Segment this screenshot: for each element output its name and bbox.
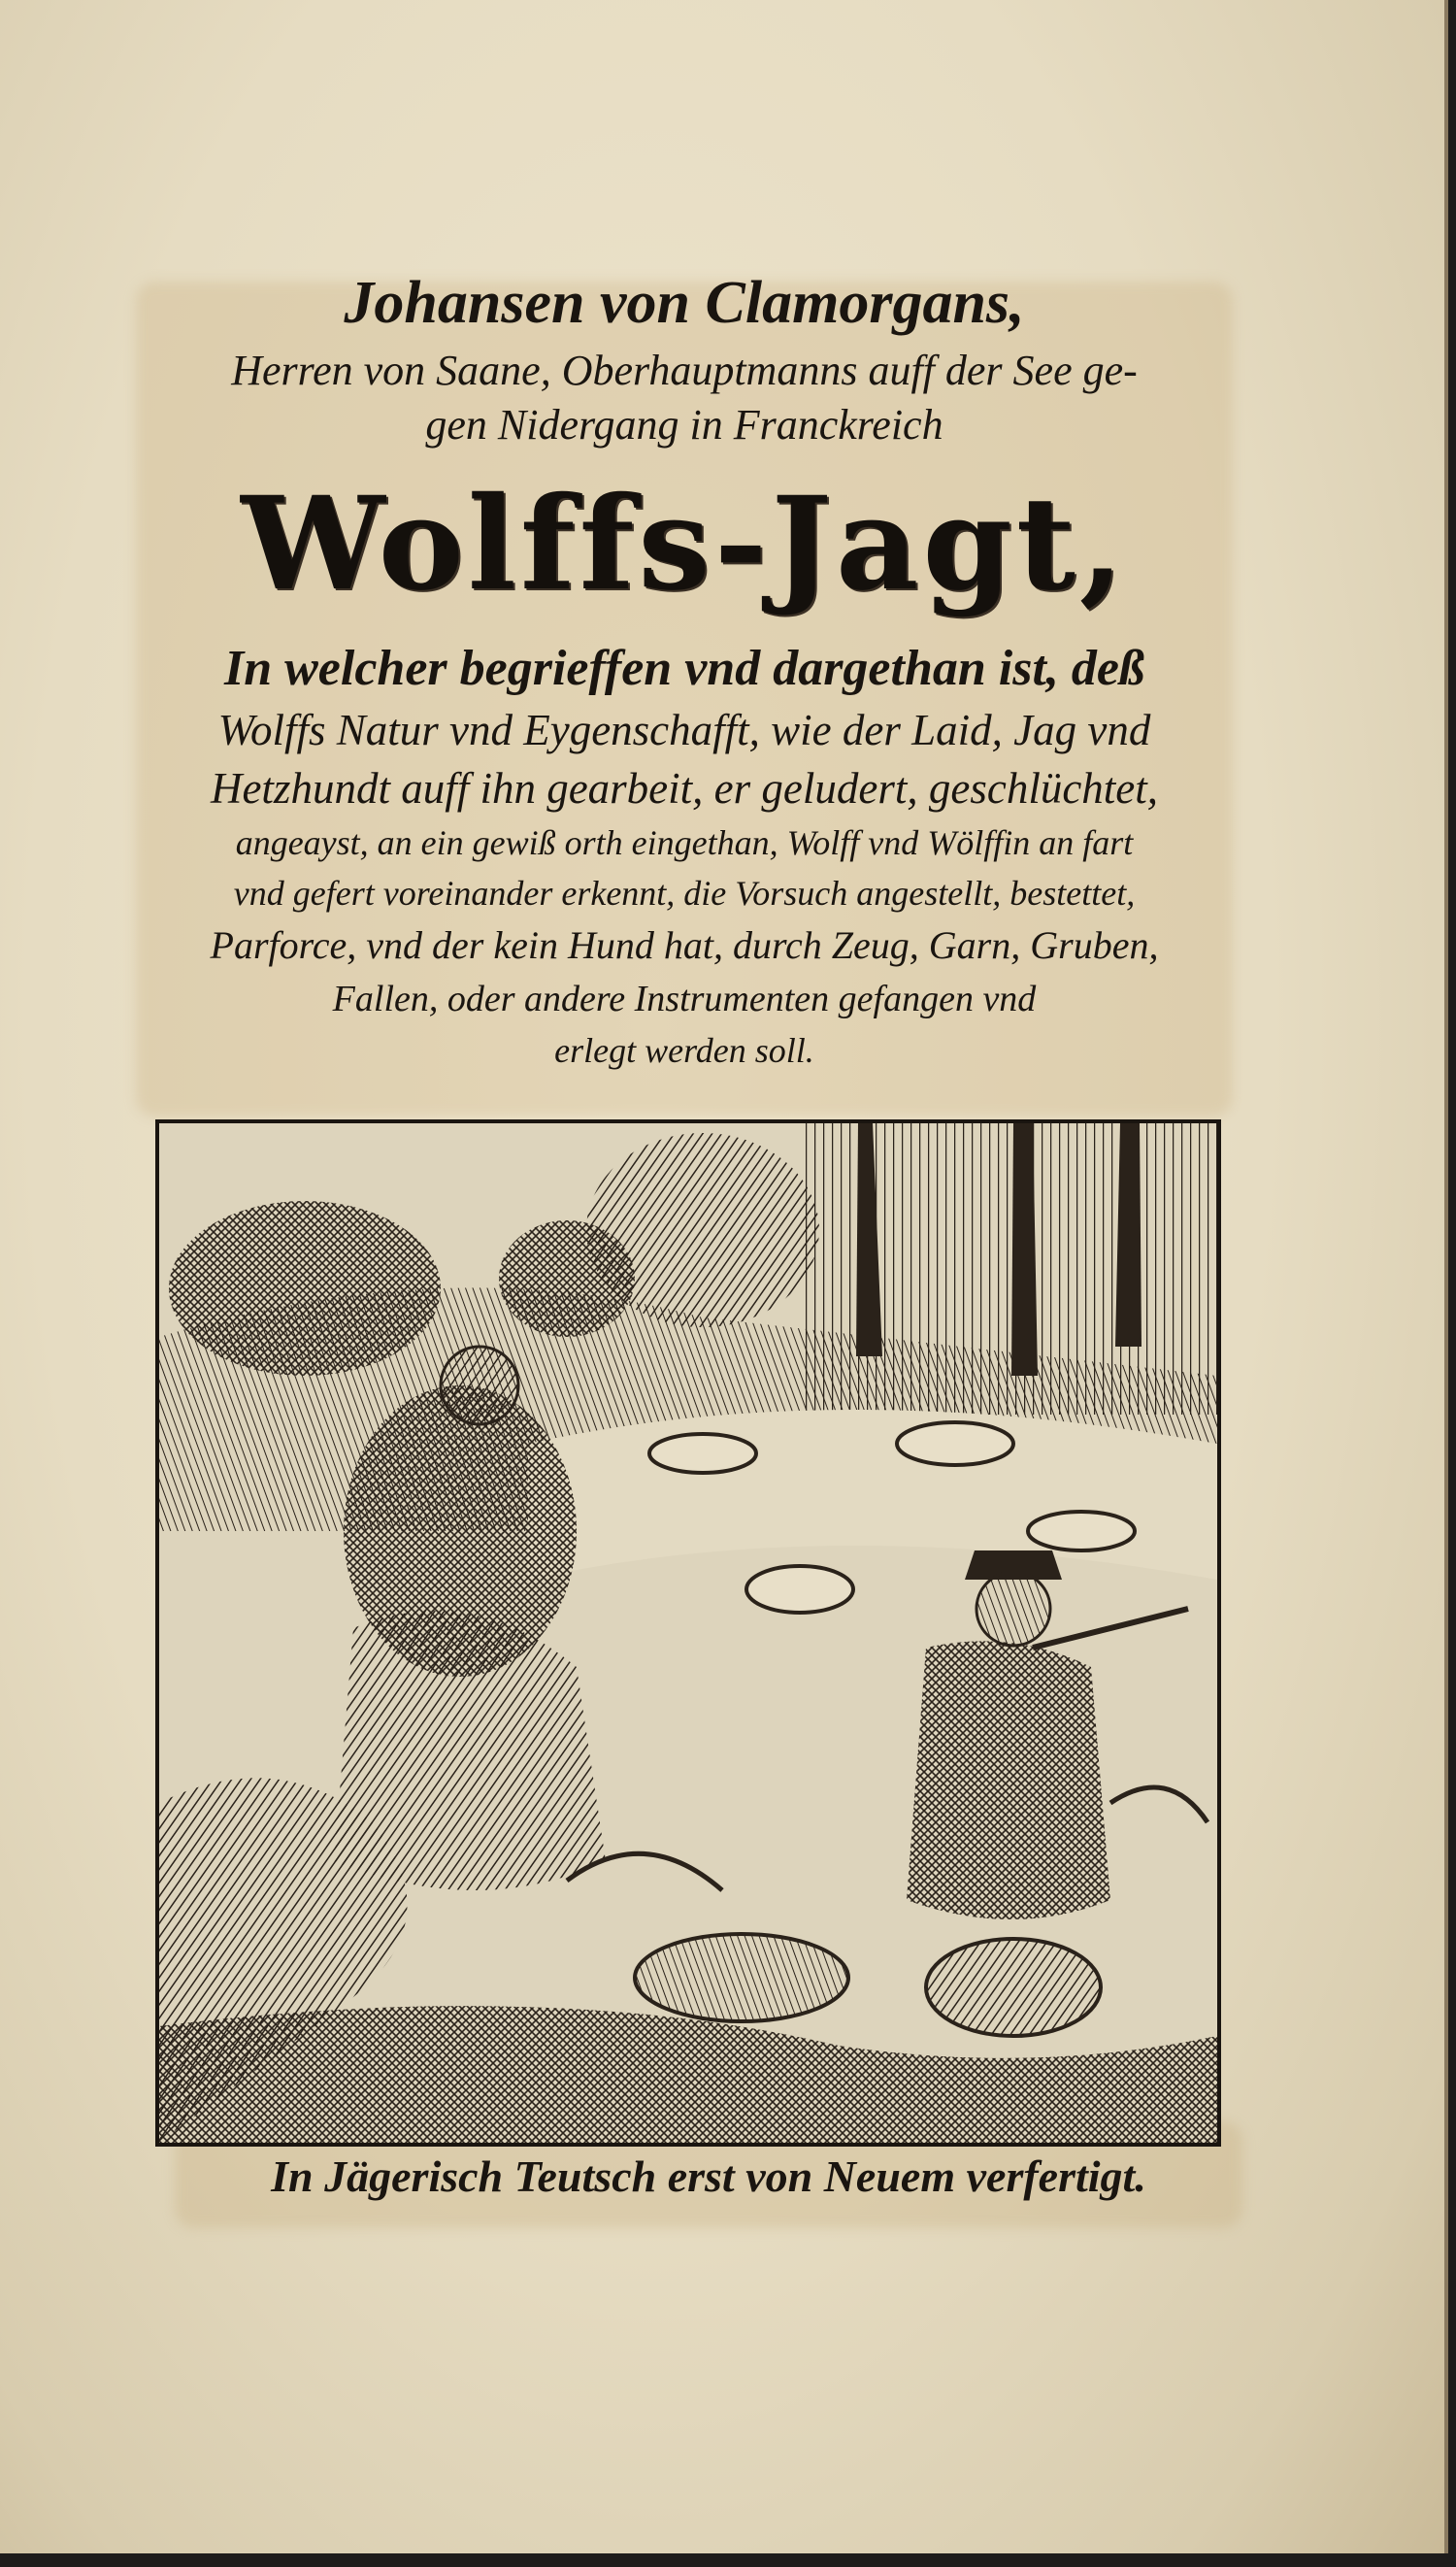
hound [897, 1422, 1013, 1465]
imprint-line: In Jägerisch Teutsch erst von Neuem verfertigt. [271, 2151, 1146, 2201]
office-line-1: Herren von Saane, Oberhauptmanns auff der See ge- [231, 347, 1138, 394]
main-title: Wolffs-Jagt, [241, 469, 1128, 619]
office-line-2: gen Nidergang in Franckreich [425, 401, 943, 449]
description-line: In welcher begrieffen vnd dargethan ist, deß [223, 641, 1145, 696]
woodcut-drawing [159, 1123, 1217, 2143]
hound [1028, 1512, 1135, 1550]
wolf [635, 1934, 848, 2021]
description-line: Wolffs Natur vnd Eygenschafft, wie der Laid, Jag vnd [217, 706, 1151, 754]
title-block [136, 262, 1233, 1076]
hound [926, 1939, 1101, 2036]
description-line: erlegt werden soll. [554, 1031, 814, 1070]
description-line: Parforce, vnd der kein Hund hat, durch Zeug, Garn, Gruben, [210, 923, 1159, 967]
hunting-woodcut-illustration [155, 1119, 1221, 2147]
description-line: Hetzhundt auff ihn gearbeit, er geludert, geschlüchtet, [210, 764, 1159, 813]
hound [746, 1566, 853, 1613]
description-line: vnd gefert voreinander erkennt, die Vorsuch angestellt, bestettet, [233, 874, 1136, 913]
description-line: Fallen, oder andere Instrumenten gefangen vnd [332, 979, 1037, 1019]
author-line: Johansen von Clamorgans, [344, 270, 1025, 336]
description-line: angeayst, an ein gewiß orth eingethan, Wolff vnd Wölffin an fart [235, 823, 1134, 862]
hound [649, 1434, 756, 1473]
hunter-figure [907, 1641, 1110, 1919]
